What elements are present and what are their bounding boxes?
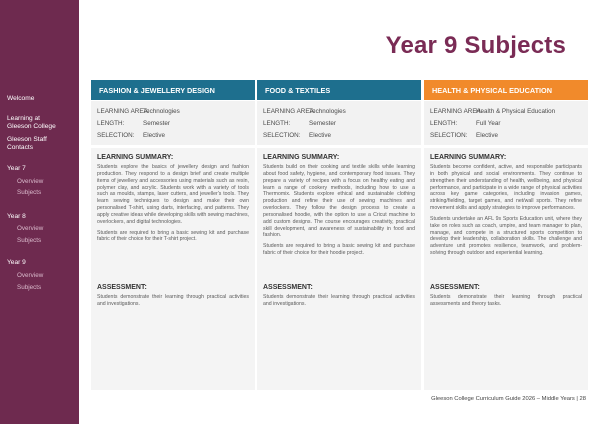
assessment-text: Students demonstrate their learning through practical activities and investigations. bbox=[263, 294, 415, 307]
summary-heading: LEARNING SUMMARY: bbox=[430, 154, 507, 161]
assessment-text: Students demonstrate their learning through practical assessments and theory tasks. bbox=[430, 294, 582, 307]
selection-value: Elective bbox=[143, 131, 166, 139]
selection-label: SELECTION: bbox=[430, 131, 468, 139]
sidebar-item-year-9-overview[interactable]: Overview bbox=[17, 272, 44, 279]
selection-label: SELECTION: bbox=[263, 131, 301, 139]
subject-info bbox=[257, 101, 421, 145]
learning-area-value: Health & Physical Education bbox=[476, 107, 556, 115]
subject-info bbox=[424, 101, 588, 145]
sidebar-nav bbox=[0, 0, 79, 424]
assessment-heading: ASSESSMENT: bbox=[430, 284, 480, 291]
sidebar-item-year-7[interactable]: Year 7 bbox=[7, 165, 26, 172]
length-label: LENGTH: bbox=[430, 119, 458, 127]
learning-area-value: Technologies bbox=[143, 107, 180, 115]
subject-header: FASHION & JEWELLERY DESIGN bbox=[91, 80, 255, 100]
summary-paragraph: Students undertake an AFL 9s Sports Education unit, where they take on roles such as coach, umpire, and team manager to plan, manage, and compete in a structured sports competition to develop their leadership, collaboration skills. The challenge and adventure unit promotes resilience, teamwork, and problem-solving through outdoor and experiential learning. bbox=[430, 215, 582, 257]
subject-header: HEALTH & PHYSICAL EDUCATION bbox=[424, 80, 588, 100]
length-value: Semester bbox=[309, 119, 336, 127]
sidebar-item-gleeson-staff[interactable]: Gleeson Staff bbox=[7, 136, 47, 143]
selection-value: Elective bbox=[309, 131, 332, 139]
sidebar-item-year-7-overview[interactable]: Overview bbox=[17, 178, 44, 185]
summary-paragraph: Students explore the basics of jewellery design and fashion production. They respond to a design brief and create multiple items of jewellery and accessories using materials such as resin, polymer clay, and acrylic. Students work with a variety of tools such as moulds, stamps, laser cutters, and jeweller's tools. They learn sewing techniques to design and make their own personalised T-shirt, using darts, interfacing, and patterns. They apply creative ideas while developing skills with sewing machines, overlockers, and digital technologies. bbox=[97, 164, 249, 225]
length-label: LENGTH: bbox=[263, 119, 291, 127]
subject-header: FOOD & TEXTILES bbox=[257, 80, 421, 100]
subject-body bbox=[424, 148, 588, 390]
sidebar-item-year-8[interactable]: Year 8 bbox=[7, 213, 26, 220]
sidebar-item-gleeson-college[interactable]: Gleeson College bbox=[7, 123, 56, 130]
summary-heading: LEARNING SUMMARY: bbox=[97, 154, 174, 161]
assessment-text: Students demonstrate their learning through practical activities and investigations. bbox=[97, 294, 249, 307]
sidebar-item-contacts[interactable]: Contacts bbox=[7, 144, 34, 151]
subject-card-fashion bbox=[91, 80, 255, 390]
assessment-heading: ASSESSMENT: bbox=[263, 284, 313, 291]
length-value: Semester bbox=[143, 119, 170, 127]
selection-value: Elective bbox=[476, 131, 499, 139]
summary-paragraph: Students are required to bring a basic sewing kit and purchase fabric of their choice for their T-shirt project. bbox=[97, 229, 249, 243]
learning-area-label: LEARNING AREA: bbox=[263, 107, 316, 115]
learning-area-label: LEARNING AREA: bbox=[430, 107, 483, 115]
sidebar-item-year-8-overview[interactable]: Overview bbox=[17, 225, 44, 232]
summary-heading: LEARNING SUMMARY: bbox=[263, 154, 340, 161]
subject-body bbox=[91, 148, 255, 390]
length-value: Full Year bbox=[476, 119, 501, 127]
summary-paragraph: Students are required to bring a basic sewing kit and purchase fabric of their choice for their hoodie project. bbox=[263, 243, 415, 257]
selection-label: SELECTION: bbox=[97, 131, 135, 139]
sidebar-item-year-9[interactable]: Year 9 bbox=[7, 259, 26, 266]
learning-area-value: Technologies bbox=[309, 107, 346, 115]
summary-paragraph: Students become confident, active, and responsible participants in both physical and social environments. They continue to strengthen their understanding of health, wellbeing, and physical performance, and participate in a wide range of physical activities across key game categories, including invasion games, striking/fielding, target games, and net/wall sports. They refine movement skills and apply strategies to improve performances. bbox=[430, 164, 582, 212]
page-title: Year 9 Subjects bbox=[385, 32, 566, 59]
sidebar-item-year-8-subjects[interactable]: Subjects bbox=[17, 237, 42, 244]
sidebar-item-year-9-subjects[interactable]: Subjects bbox=[17, 284, 42, 291]
sidebar-item-year-7-subjects[interactable]: Subjects bbox=[17, 189, 42, 196]
sidebar-item-welcome[interactable]: Welcome bbox=[7, 95, 35, 102]
subject-card-health-pe bbox=[424, 80, 588, 390]
sidebar-item-learning-at[interactable]: Learning at bbox=[7, 115, 40, 122]
subject-info bbox=[91, 101, 255, 145]
length-label: LENGTH: bbox=[97, 119, 125, 127]
summary-paragraph: Students build on their cooking and textile skills while learning about food safety, hygiene, and contemporary food issues. They prepare a variety of recipes with a focus on healthy eating and learn a range of cookery methods, including how to use a Thermomix. Students explore ethical and sustainable clothing production and refine their use of sewing machines and overlockers. They follow the design process to create a personalised hoodie, with the option to use a Cricut machine to add custom designs. The course encourages creativity, practical skill development, and awareness of sustainability in food and fashion. bbox=[263, 164, 415, 239]
subject-body bbox=[257, 148, 421, 390]
page-footer: Gleeson College Curriculum Guide 2026 – Middle Years | 28 bbox=[431, 396, 586, 402]
subject-card-food-textiles bbox=[257, 80, 421, 390]
learning-area-label: LEARNING AREA: bbox=[97, 107, 150, 115]
assessment-heading: ASSESSMENT: bbox=[97, 284, 147, 291]
